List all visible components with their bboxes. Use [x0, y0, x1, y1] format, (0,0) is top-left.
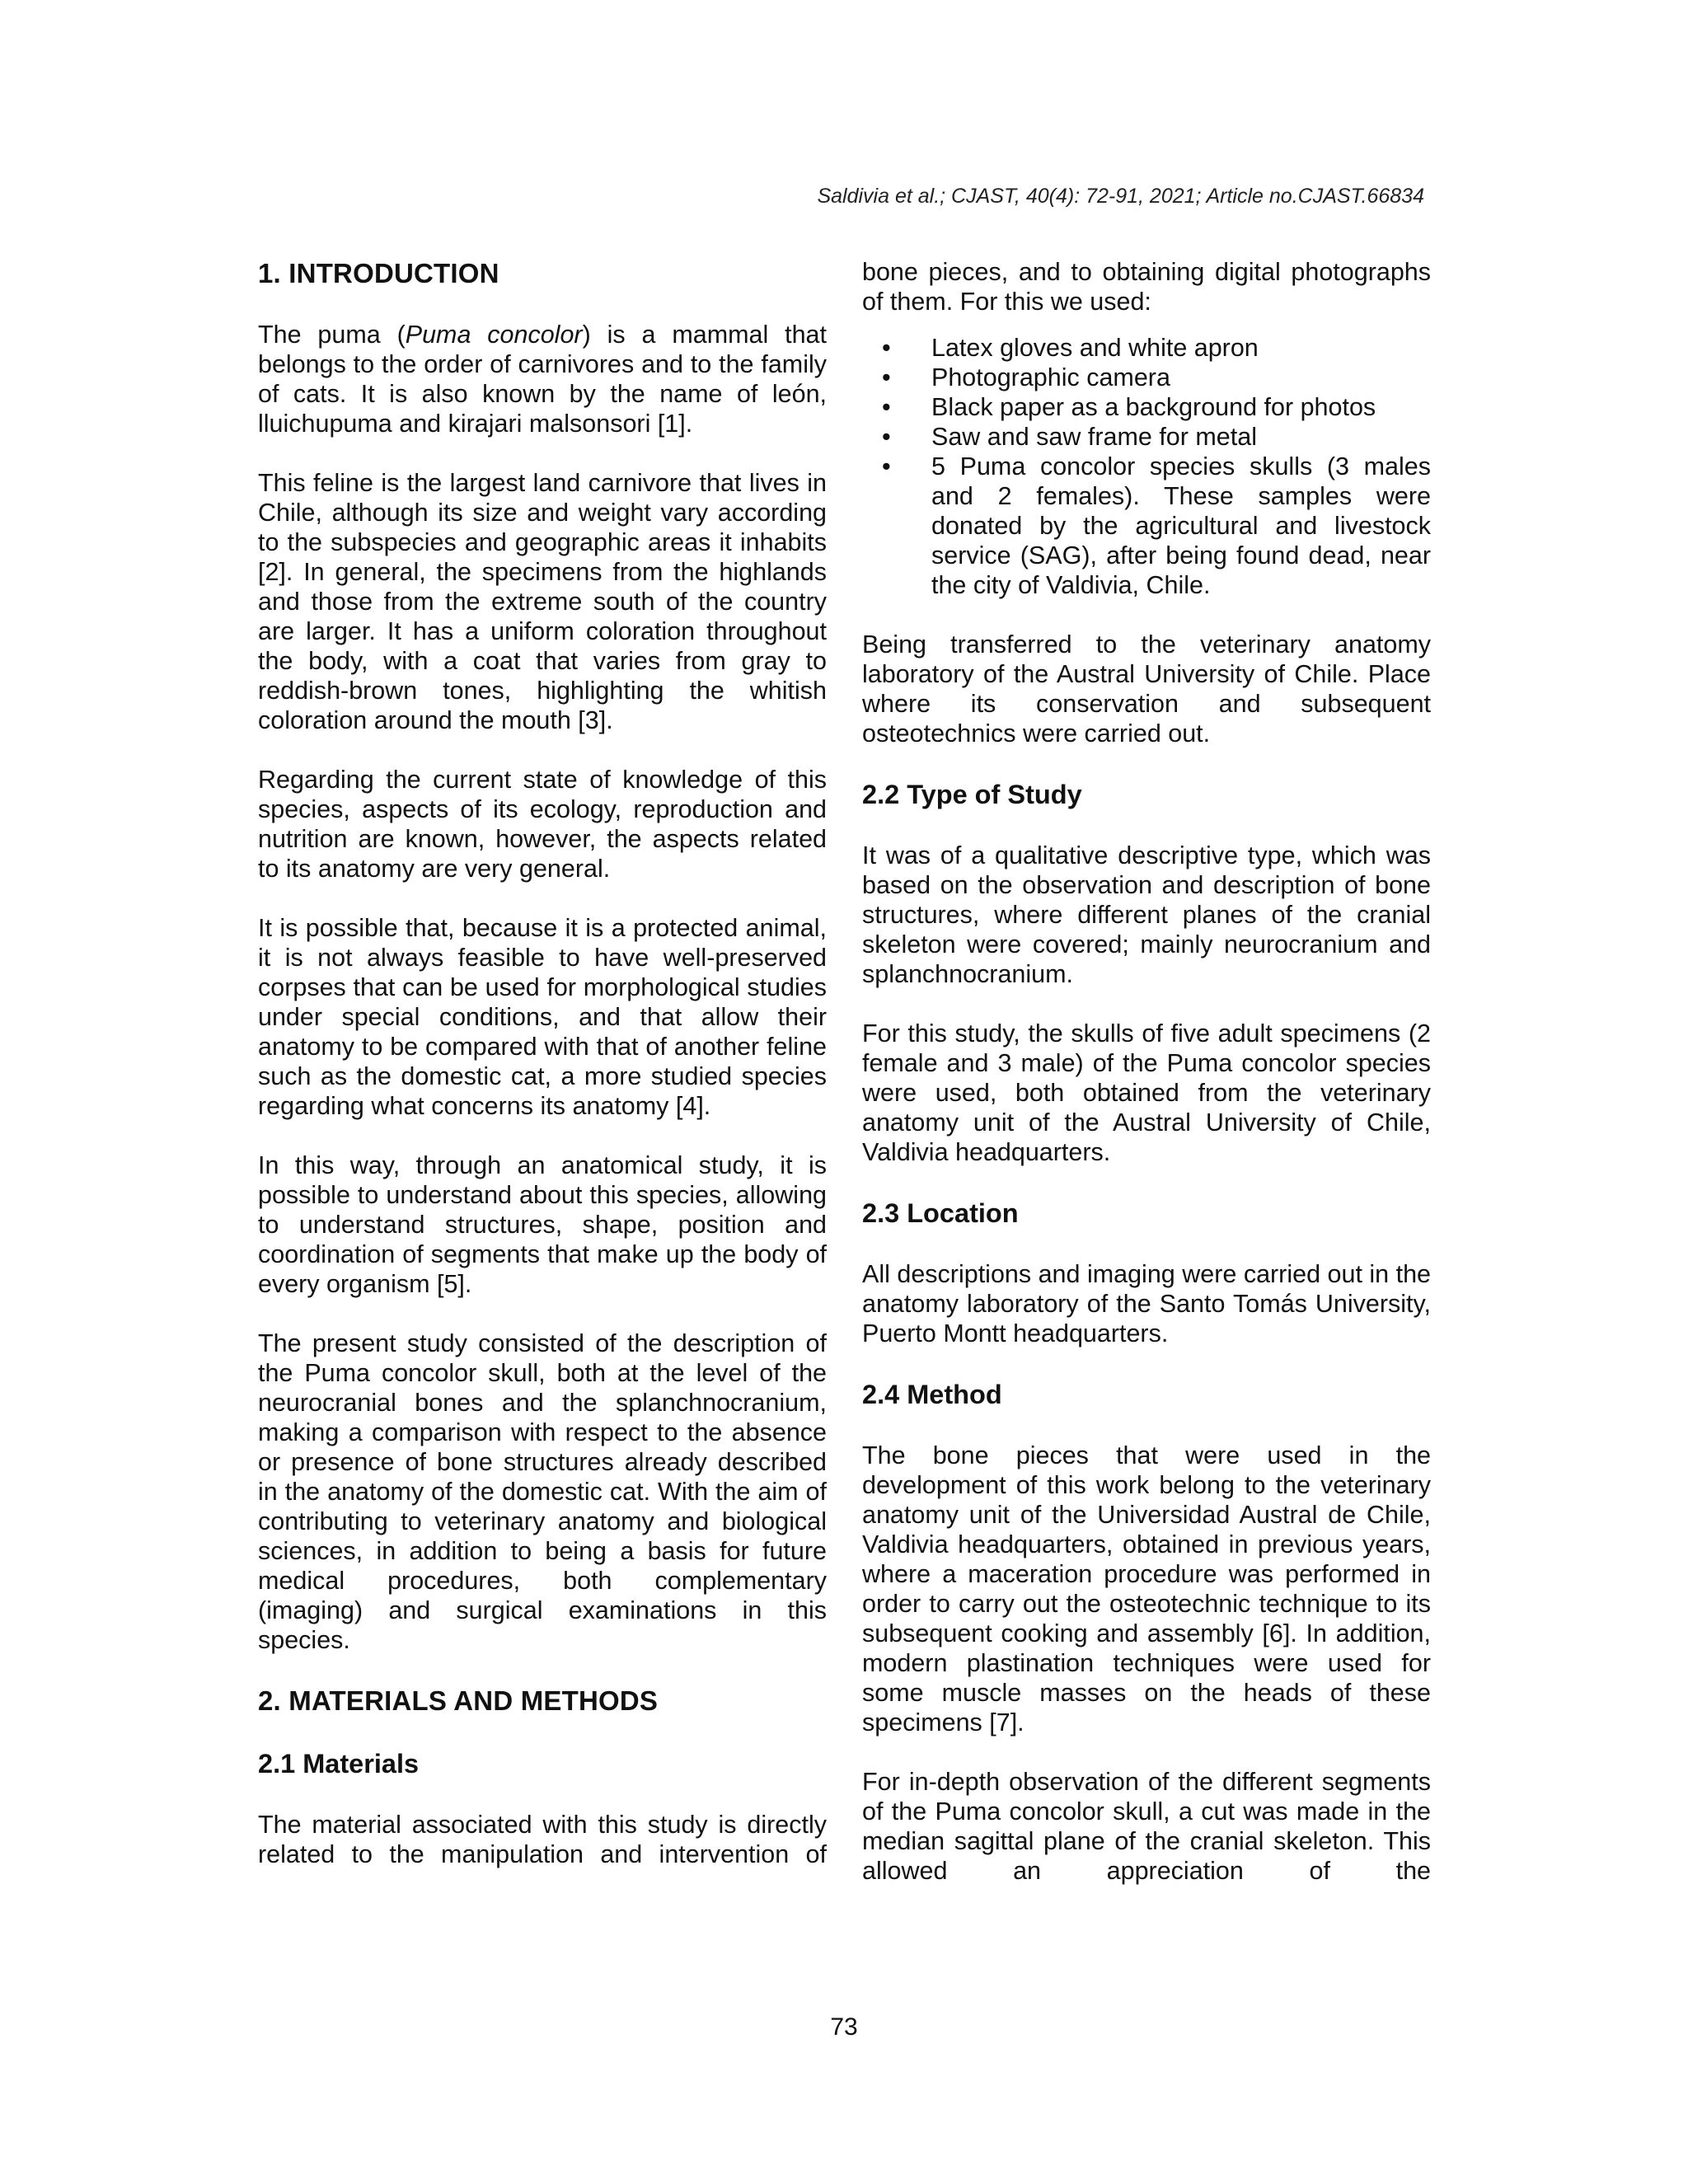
- list-item: [862, 363, 1431, 392]
- materials-methods-heading: 2. MATERIALS AND METHODS: [258, 1685, 659, 1716]
- intro-paragraph-5: In this way, through an anatomical study, it is possible to understand about this species, allowing to understand structures, shape, position and coordination of segments that make up the body of every organism [5].: [258, 1151, 827, 1298]
- running-head: Saldivia et al.; CJAST, 40(4): 72-91, 2021; Article no.CJAST.66834: [817, 185, 1424, 208]
- page-number: 73: [830, 2013, 858, 2041]
- materials-continued-paragraph: bone pieces, and to obtaining digital photographs of them. For this we used:: [862, 258, 1431, 316]
- list-item-text: Photographic camera: [931, 363, 1170, 391]
- method-paragraph-1: The bone pieces that were used in the development of this work belong to the veterinary anatomy unit of the Universidad Austral de Chile, Valdivia headquarters, obtained in previous years, where a maceration procedure was performed in order to carry out the osteotechnic technique to its subsequent cooking and assembly [6]. In addition, modern plastination techniques were used for some muscle masses on the heads of these specimens [7].: [862, 1441, 1431, 1736]
- location-heading: 2.3 Location: [862, 1198, 1019, 1228]
- list-item-text: Saw and saw frame for metal: [931, 423, 1257, 451]
- list-item: [862, 333, 1431, 363]
- intro-paragraph-6: The present study consisted of the description of the Puma concolor skull, both at the level of the neurocranial bones and the splanchnocranium, making a comparison with respect to the absence or presence of bone structures already described in the anatomy of the domestic cat. With the aim of contributing to veterinary anatomy and biological sciences, in addition to being a basis for future medical procedures, both complementary (imaging) and surgical examinations in this species.: [258, 1329, 827, 1654]
- specimens-paragraph: For this study, the skulls of five adult specimens (2 female and 3 male) of the Puma concolor species were used, both obtained from the veterinary anatomy unit of the Austral University of Chile, Valdivia headquarters.: [862, 1019, 1431, 1166]
- transfer-paragraph: Being transferred to the veterinary anatomy laboratory of the Austral University of Chile. Place where its conservation and subsequent osteotechnics were carried out.: [862, 630, 1431, 748]
- method-paragraph-2: For in-depth observation of the different segments of the Puma concolor skull, a cut was made in the median sagittal plane of the cranial skeleton. This allowed an appreciation of the: [862, 1768, 1431, 1885]
- bullet-icon: •: [882, 423, 891, 451]
- left-column: [258, 257, 827, 1869]
- bullet-icon: •: [882, 363, 891, 391]
- list-item-text: Latex gloves and white apron: [931, 334, 1259, 362]
- materials-heading: 2.1 Materials: [258, 1749, 420, 1779]
- intro-paragraph-3: Regarding the current state of knowledge of this species, aspects of its ecology, reproduction and nutrition are known, however, the aspects related to its anatomy are very general.: [258, 766, 827, 883]
- list-item: [862, 422, 1431, 452]
- method-heading: 2.4 Method: [862, 1380, 1002, 1409]
- list-item: [862, 452, 1431, 600]
- intro-paragraph-1: [258, 320, 827, 438]
- materials-list: [862, 333, 1431, 600]
- bullet-icon: •: [882, 393, 891, 421]
- intro-paragraph-4: It is possible that, because it is a protected animal, it is not always feasible to have well-preserved corpses that can be used for morphological studies under special conditions, and that allow their anatomy to be compared with that of another feline such as the domestic cat, a more studied species regarding what concerns its anatomy [4].: [258, 914, 827, 1120]
- type-of-study-paragraph: It was of a qualitative descriptive type, which was based on the observation and description of bone structures, where different planes of the cranial skeleton were covered; mainly neurocranium and splanchnocranium.: [862, 841, 1431, 988]
- bullet-icon: •: [882, 452, 891, 480]
- introduction-heading: 1. INTRODUCTION: [258, 258, 499, 288]
- materials-paragraph: The material associated with this study is directly related to the manipulation and intervention of: [258, 1811, 827, 1868]
- species-name-italic: Puma concolor: [405, 321, 583, 349]
- intro-paragraph-2: This feline is the largest land carnivore that lives in Chile, although its size and weight vary according to the subspecies and geographic areas it inhabits [2]. In general, the specimens from the highlands and those from the extreme south of the country are larger. It has a uniform coloration throughout the body, with a coat that varies from gray to reddish-brown tones, highlighting the whitish coloration around the mouth [3].: [258, 469, 827, 734]
- intro-p1-end: ) is a mammal that belongs to the order of carnivores and to the family of cats. It is also known by the name of león, lluichupuma and kirajari malsonsori [1].: [258, 321, 827, 438]
- intro-p1-start: The puma (: [258, 321, 406, 349]
- bullet-icon: •: [882, 334, 891, 362]
- right-column: [862, 257, 1431, 1886]
- list-item-text: Black paper as a background for photos: [931, 393, 1376, 421]
- location-paragraph: All descriptions and imaging were carried out in the anatomy laboratory of the Santo Tomás University, Puerto Montt headquarters.: [862, 1260, 1432, 1347]
- type-of-study-heading: 2.2 Type of Study: [862, 780, 1082, 809]
- list-item: [862, 392, 1431, 422]
- list-item-text: 5 Puma concolor species skulls (3 males and 2 females). These samples were donated by the agricultural and livestock service (SAG), after being found dead, near the city of Valdivia, Chile.: [931, 452, 1431, 599]
